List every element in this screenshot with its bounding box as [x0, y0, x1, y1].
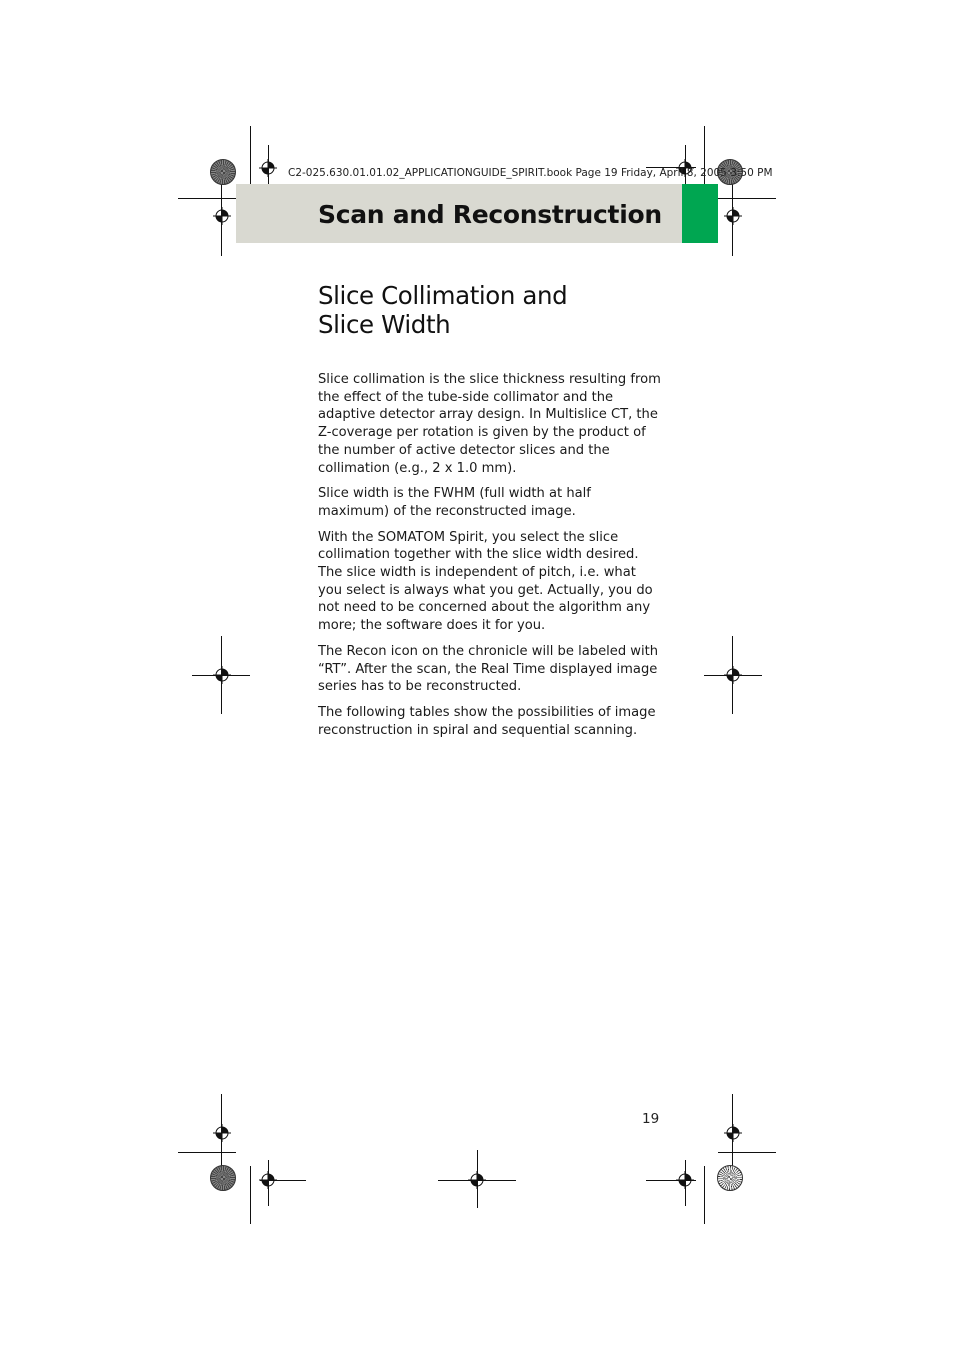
crop-line — [438, 1180, 516, 1181]
crop-line — [718, 1152, 776, 1153]
crop-line — [178, 198, 236, 199]
registration-mark-icon — [213, 207, 231, 225]
crop-line — [268, 1160, 269, 1206]
crop-line — [221, 184, 222, 256]
crop-line — [732, 184, 733, 256]
crop-line — [221, 1094, 222, 1166]
crop-line — [192, 675, 250, 676]
crop-line — [704, 675, 762, 676]
crop-line — [718, 198, 776, 199]
crop-line — [178, 1152, 236, 1153]
slug-line: C2-025.630.01.01.02_APPLICATIONGUIDE_SPIRIT.book Page 19 Friday, April 8, 2005 3:50 PM — [288, 167, 773, 179]
crop-line — [268, 145, 269, 185]
crop-line — [685, 145, 686, 185]
crop-line — [732, 1094, 733, 1166]
page-heading — [318, 281, 567, 339]
crop-line — [685, 1160, 686, 1206]
registration-mark-icon — [724, 1124, 742, 1142]
paragraph: The following tables show the possibilities of image reconstruction in spiral and sequential scanning. — [318, 704, 656, 738]
color-dial-icon — [717, 1165, 743, 1191]
crop-line — [250, 1166, 251, 1224]
crop-line — [646, 1180, 696, 1181]
section-color-tab — [682, 184, 718, 243]
paragraph: Slice width is the FWHM (full width at half maximum) of the reconstructed image. — [318, 486, 591, 519]
paragraph: With the SOMATOM Spirit, you select the slice collimation together with the slice width desired. The slice width is independent of pitch, i.e. what you select is always what you get. Actually, you do not need to be concerned about the algorithm any more; the software does it for you. — [318, 529, 653, 634]
heading-line-2: Slice Width — [318, 310, 451, 339]
page-number: 19 — [642, 1111, 660, 1127]
crop-line — [250, 126, 251, 184]
registration-mark-icon — [213, 1124, 231, 1142]
crop-line — [477, 1150, 478, 1208]
paragraph: Slice collimation is the slice thickness resulting from the effect of the tube-side collimator and the adaptive detector array design. In Multislice CT, the Z-coverage per rotation is given by the product of the number of active detector slices and the collimation (e.g., 2 x 1.0 mm). — [318, 372, 661, 476]
registration-mark-icon — [724, 207, 742, 225]
heading-line-1: Slice Collimation and — [318, 281, 568, 310]
color-dial-icon — [210, 1165, 236, 1191]
paragraph: The Recon icon on the chronicle will be labeled with “RT”. After the scan, the Real Time displayed image series has to be reconstructed. — [318, 643, 659, 695]
crop-line — [260, 1180, 306, 1181]
crop-line — [704, 1166, 705, 1224]
body-text — [318, 371, 663, 747]
color-dial-icon — [210, 159, 236, 185]
section-title: Scan and Reconstruction — [318, 200, 662, 229]
